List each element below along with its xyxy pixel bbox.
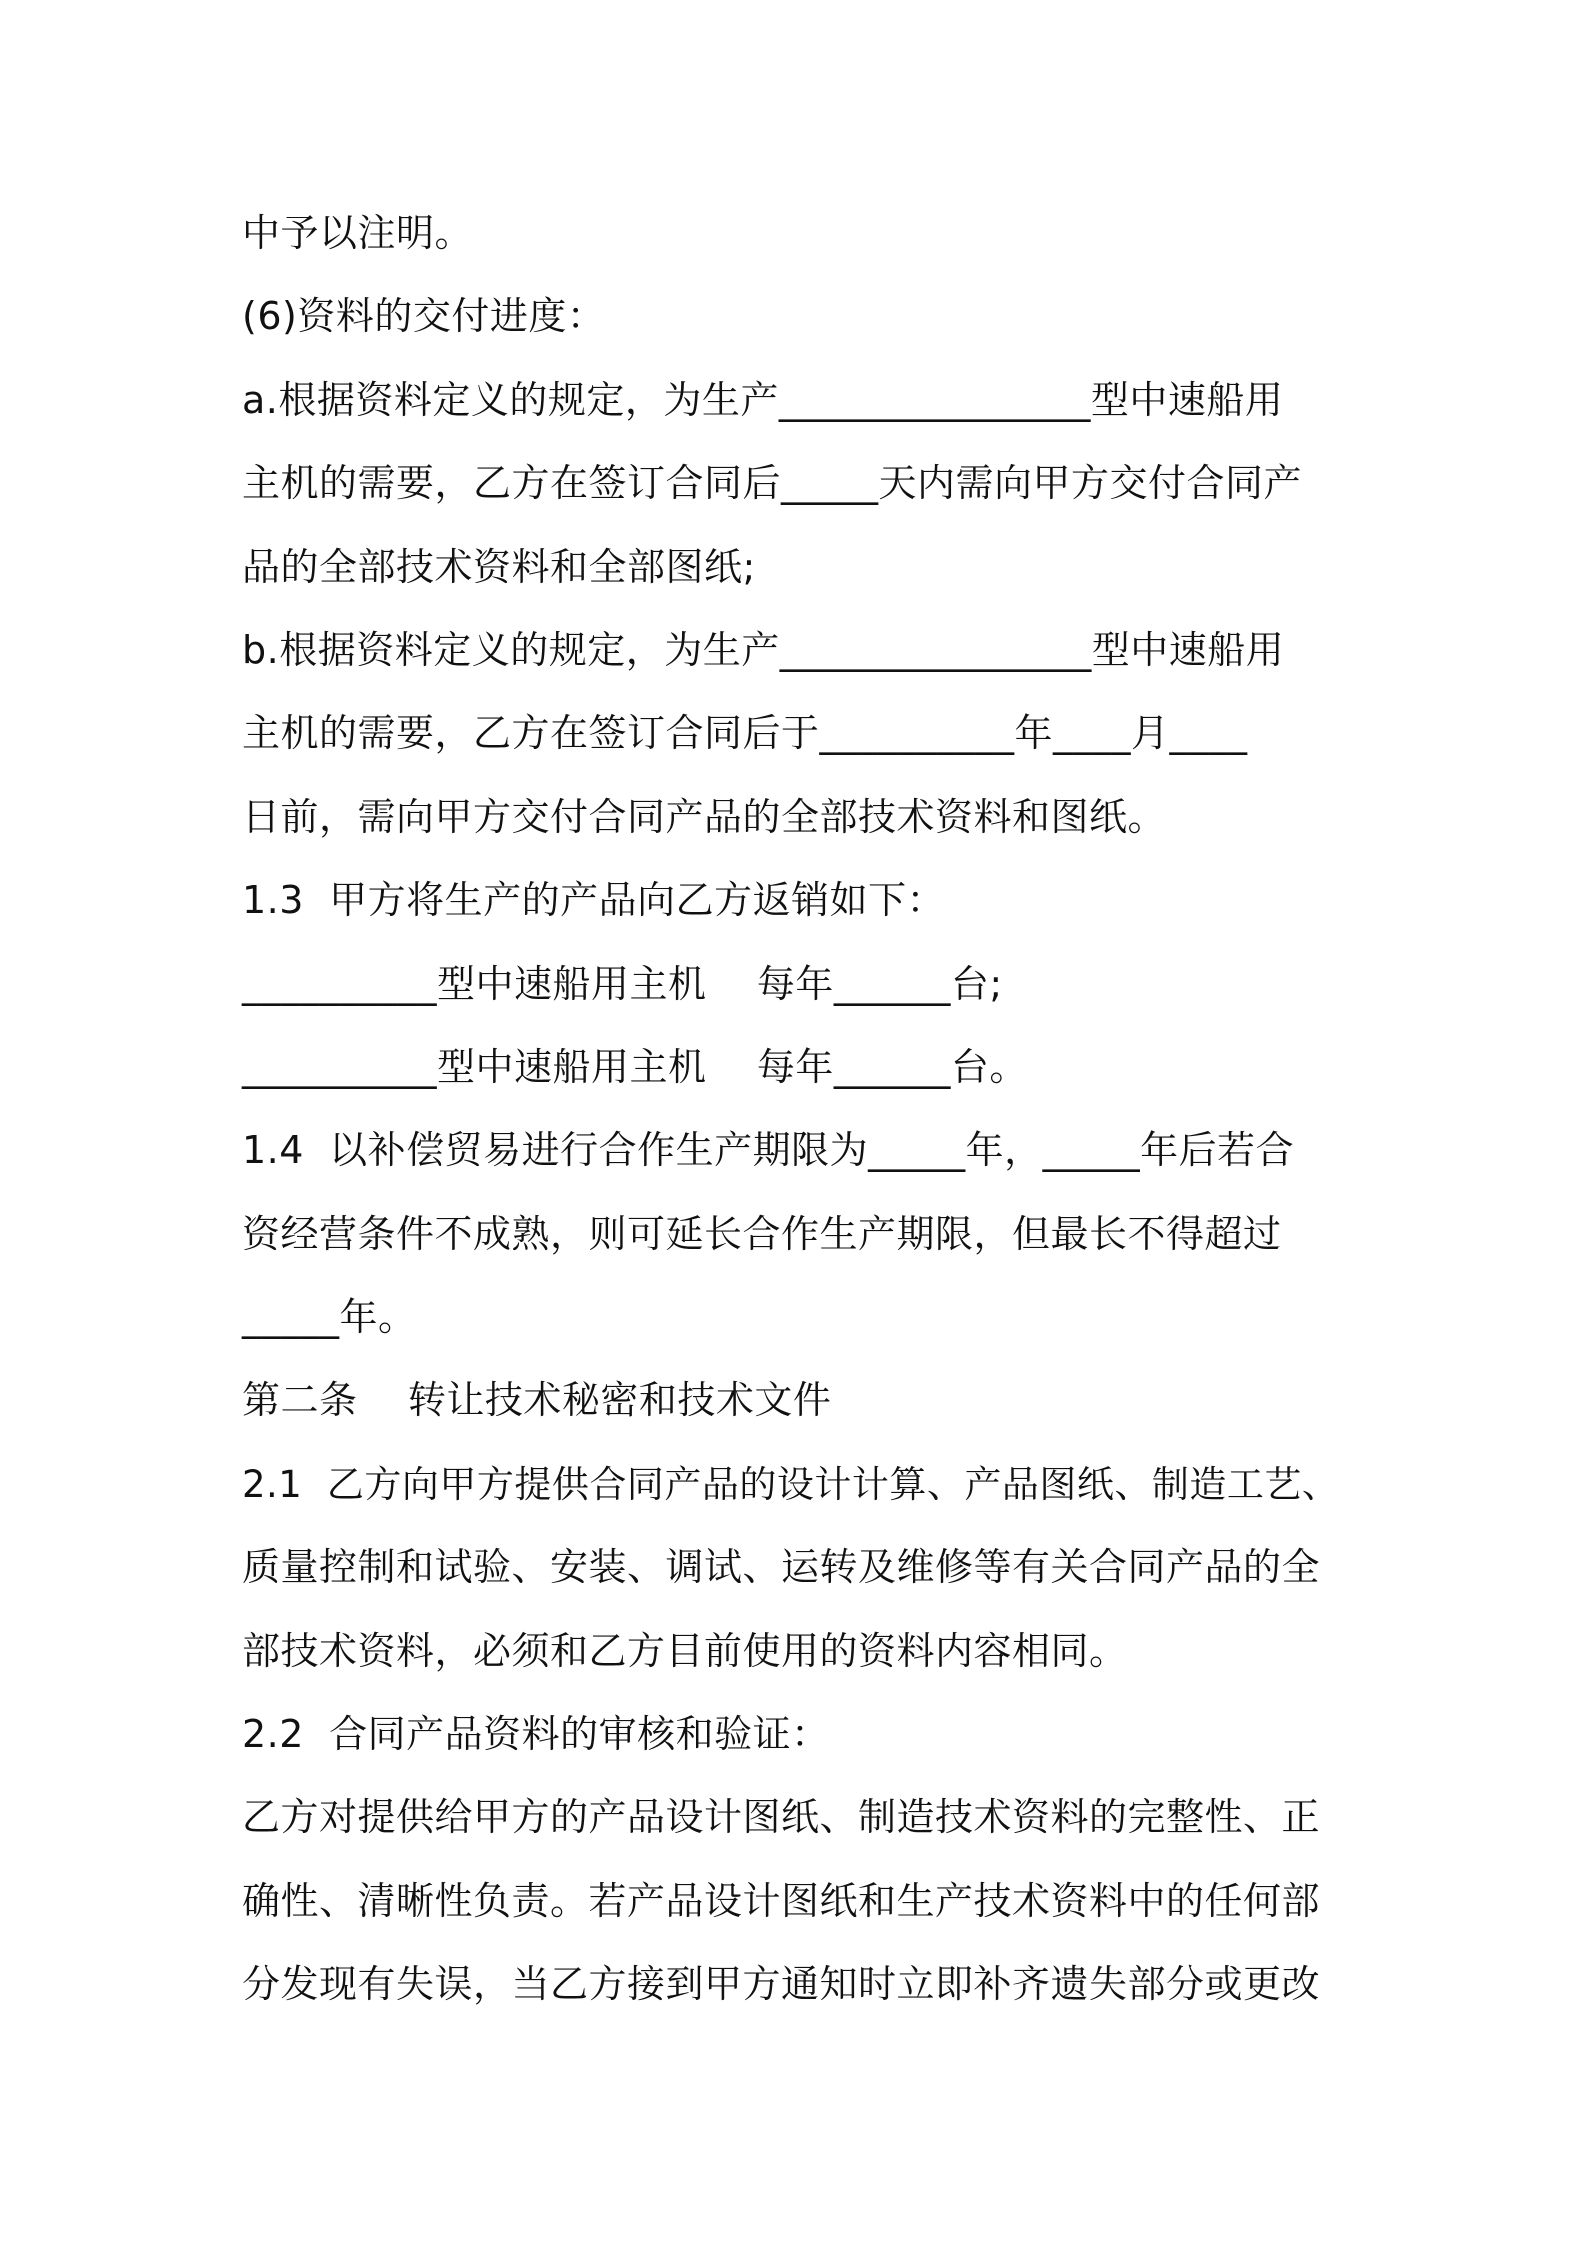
- text-line: 2.1 乙方向甲方提供合同产品的设计计算、产品图纸、制造工艺、: [242, 1462, 1340, 1506]
- text-line: 确性、清晰性负责。若产品设计图纸和生产技术资料中的任何部: [242, 1878, 1321, 1923]
- text-line: 质量控制和试验、安装、调试、运转及维修等有关合同产品的全: [242, 1545, 1321, 1590]
- text-line: __________型中速船用主机 每年______台。: [242, 1044, 1028, 1089]
- text-line: (6)资料的交付进度：: [242, 294, 606, 339]
- text-line: 中予以注明。: [242, 211, 474, 255]
- section-heading: 第二条 转让技术秘密和技术文件: [242, 1378, 832, 1423]
- text-line: a.根据资料定义的规定，为生产________________型中速船用: [242, 377, 1284, 422]
- text-line: __________型中速船用主机 每年______台;: [242, 961, 1003, 1006]
- text-line: 1.4 以补偿贸易进行合作生产期限为_____年，_____年后若合: [242, 1128, 1295, 1173]
- text-line: 部技术资料，必须和乙方目前使用的资料内容相同。: [242, 1628, 1128, 1673]
- text-line: 分发现有失误，当乙方接到甲方通知时立即补齐遗失部分或更改: [242, 1962, 1321, 2007]
- text-line: 主机的需要，乙方在签订合同后于__________年____月____: [242, 711, 1248, 756]
- text-line: b.根据资料定义的规定，为生产________________型中速船用: [242, 627, 1285, 672]
- text-line: _____年。: [242, 1295, 417, 1340]
- text-line: 2.2 合同产品资料的审核和验证：: [242, 1712, 830, 1757]
- text-line: 乙方对提供给甲方的产品设计图纸、制造技术资料的完整性、正: [242, 1795, 1321, 1840]
- text-line: 1.3 甲方将生产的产品向乙方返销如下：: [242, 878, 946, 923]
- text-line: 品的全部技术资料和全部图纸;: [242, 544, 756, 589]
- text-line: 日前，需向甲方交付合同产品的全部技术资料和图纸。: [242, 794, 1167, 839]
- text-line: 资经营条件不成熟，则可延长合作生产期限，但最长不得超过: [242, 1211, 1282, 1256]
- document-body: [242, 192, 1362, 2027]
- text-line: 主机的需要，乙方在签订合同后_____天内需向甲方交付合同产: [242, 461, 1303, 506]
